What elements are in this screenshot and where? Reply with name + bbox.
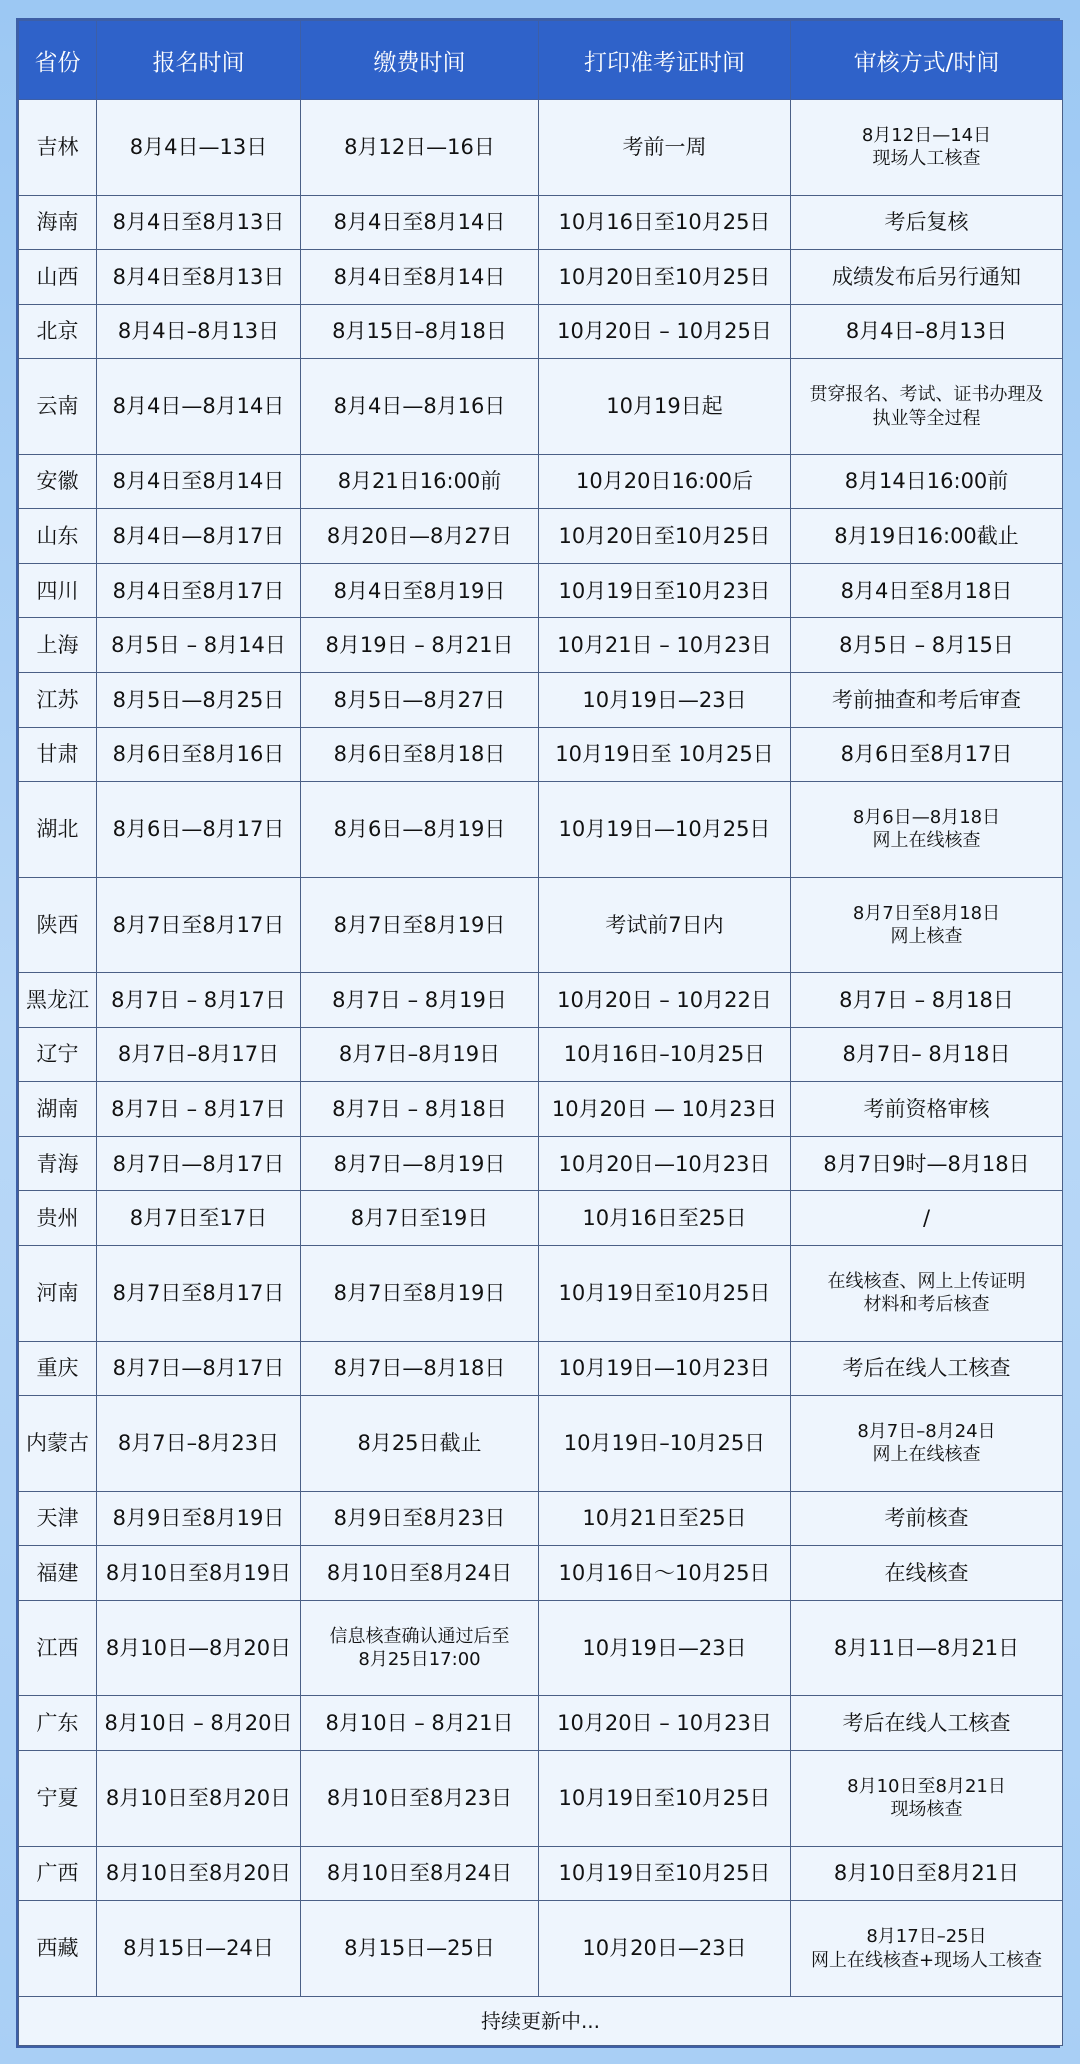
- table-row: [19, 1901, 1063, 1997]
- table-row: [19, 1750, 1063, 1846]
- cell-payment-time: 8月4日至8月14日: [301, 195, 539, 250]
- cell-province: 青海: [19, 1136, 97, 1191]
- cell-registration-time: 8月4日至8月17日: [97, 563, 301, 618]
- cell-registration-time: 8月10日至8月20日: [97, 1750, 301, 1846]
- cell-registration-time: 8月7日 – 8月17日: [97, 973, 301, 1028]
- cell-province: 黑龙江: [19, 973, 97, 1028]
- cell-admission-ticket-time: 10月16日～10月25日: [539, 1546, 791, 1601]
- table-row: [19, 727, 1063, 782]
- cell-payment-time: 8月7日—8月19日: [301, 1136, 539, 1191]
- cell-review-method: 8月7日至8月18日 网上核查: [791, 877, 1063, 973]
- cell-province: 宁夏: [19, 1750, 97, 1846]
- cell-admission-ticket-time: 10月19日至10月25日: [539, 1750, 791, 1846]
- cell-admission-ticket-time: 10月21日 – 10月23日: [539, 618, 791, 673]
- cell-review-method: 8月7日–8月24日 网上在线核查: [791, 1396, 1063, 1492]
- table-row: [19, 1546, 1063, 1601]
- exam-schedule-table: [18, 20, 1063, 2046]
- cell-province: 北京: [19, 304, 97, 359]
- cell-admission-ticket-time: 10月19日至10月25日: [539, 1846, 791, 1901]
- cell-registration-time: 8月7日至8月17日: [97, 877, 301, 973]
- cell-province: 重庆: [19, 1341, 97, 1396]
- cell-admission-ticket-time: 10月19日—23日: [539, 672, 791, 727]
- footer-note: 持续更新中...: [19, 1997, 1063, 2046]
- cell-admission-ticket-time: 10月20日至10月25日: [539, 250, 791, 305]
- cell-province: 安徽: [19, 454, 97, 509]
- cell-review-method: 考前核查: [791, 1491, 1063, 1546]
- cell-payment-time: 8月7日 – 8月18日: [301, 1082, 539, 1137]
- table-row: [19, 195, 1063, 250]
- cell-province: 江苏: [19, 672, 97, 727]
- cell-admission-ticket-time: 10月21日至25日: [539, 1491, 791, 1546]
- cell-payment-time: 8月19日 – 8月21日: [301, 618, 539, 673]
- cell-review-method: 考前资格审核: [791, 1082, 1063, 1137]
- cell-registration-time: 8月4日至8月13日: [97, 195, 301, 250]
- cell-admission-ticket-time: 10月20日 – 10月22日: [539, 973, 791, 1028]
- cell-registration-time: 8月4日—13日: [97, 100, 301, 196]
- cell-registration-time: 8月7日—8月17日: [97, 1136, 301, 1191]
- table-row: [19, 1491, 1063, 1546]
- cell-review-method: 8月10日至8月21日 现场核查: [791, 1750, 1063, 1846]
- cell-review-method: 8月12日—14日 现场人工核查: [791, 100, 1063, 196]
- header-admission-ticket-time: 打印准考证时间: [539, 21, 791, 100]
- table-row: [19, 1245, 1063, 1341]
- cell-review-method: 考后在线人工核查: [791, 1696, 1063, 1751]
- cell-payment-time: 8月10日至8月24日: [301, 1546, 539, 1601]
- cell-registration-time: 8月7日–8月23日: [97, 1396, 301, 1492]
- cell-review-method: 在线核查: [791, 1546, 1063, 1601]
- cell-review-method: 8月7日– 8月18日: [791, 1027, 1063, 1082]
- cell-province: 天津: [19, 1491, 97, 1546]
- cell-admission-ticket-time: 10月20日16:00后: [539, 454, 791, 509]
- cell-province: 福建: [19, 1546, 97, 1601]
- cell-payment-time: 8月10日 – 8月21日: [301, 1696, 539, 1751]
- table-row: [19, 454, 1063, 509]
- cell-registration-time: 8月4日至8月14日: [97, 454, 301, 509]
- cell-review-method: 8月6日—8月18日 网上在线核查: [791, 782, 1063, 878]
- table-row: [19, 1696, 1063, 1751]
- cell-payment-time: 8月7日至19日: [301, 1191, 539, 1246]
- cell-review-method: 8月17日–25日 网上在线核查+现场人工核查: [791, 1901, 1063, 1997]
- cell-province: 吉林: [19, 100, 97, 196]
- cell-admission-ticket-time: 10月16日至25日: [539, 1191, 791, 1246]
- cell-province: 山西: [19, 250, 97, 305]
- cell-review-method: 8月5日 – 8月15日: [791, 618, 1063, 673]
- cell-registration-time: 8月7日—8月17日: [97, 1341, 301, 1396]
- cell-review-method: 考后在线人工核查: [791, 1341, 1063, 1396]
- cell-registration-time: 8月9日至8月19日: [97, 1491, 301, 1546]
- table-row: [19, 1191, 1063, 1246]
- cell-review-method: 8月6日至8月17日: [791, 727, 1063, 782]
- cell-province: 辽宁: [19, 1027, 97, 1082]
- cell-review-method: 8月11日—8月21日: [791, 1600, 1063, 1696]
- table-row: [19, 973, 1063, 1028]
- cell-admission-ticket-time: 10月19日至10月25日: [539, 1245, 791, 1341]
- cell-payment-time: 8月4日至8月14日: [301, 250, 539, 305]
- cell-province: 甘肃: [19, 727, 97, 782]
- cell-province: 山东: [19, 509, 97, 564]
- cell-registration-time: 8月7日至17日: [97, 1191, 301, 1246]
- table-row: [19, 1341, 1063, 1396]
- cell-payment-time: 8月21日16:00前: [301, 454, 539, 509]
- table-row: [19, 672, 1063, 727]
- cell-admission-ticket-time: 10月19日–10月25日: [539, 1396, 791, 1492]
- cell-review-method: 8月19日16:00截止: [791, 509, 1063, 564]
- cell-admission-ticket-time: 10月19日起: [539, 359, 791, 455]
- cell-payment-time: 8月15日—25日: [301, 1901, 539, 1997]
- cell-registration-time: 8月4日至8月13日: [97, 250, 301, 305]
- cell-admission-ticket-time: 10月19日—23日: [539, 1600, 791, 1696]
- cell-payment-time: 8月6日—8月19日: [301, 782, 539, 878]
- table-row: [19, 782, 1063, 878]
- header-payment-time: 缴费时间: [301, 21, 539, 100]
- cell-province: 陕西: [19, 877, 97, 973]
- cell-payment-time: 8月7日至8月19日: [301, 1245, 539, 1341]
- cell-review-method: /: [791, 1191, 1063, 1246]
- cell-review-method: 考前抽查和考后审查: [791, 672, 1063, 727]
- cell-province: 贵州: [19, 1191, 97, 1246]
- table-body: [19, 100, 1063, 1997]
- cell-registration-time: 8月10日至8月19日: [97, 1546, 301, 1601]
- cell-payment-time: 信息核查确认通过后至 8月25日17:00: [301, 1600, 539, 1696]
- cell-payment-time: 8月15日–8月18日: [301, 304, 539, 359]
- cell-payment-time: 8月20日—8月27日: [301, 509, 539, 564]
- cell-admission-ticket-time: 10月20日—10月23日: [539, 1136, 791, 1191]
- cell-review-method: 8月7日9时—8月18日: [791, 1136, 1063, 1191]
- cell-review-method: 贯穿报名、考试、证书办理及 执业等全过程: [791, 359, 1063, 455]
- cell-registration-time: 8月5日—8月25日: [97, 672, 301, 727]
- cell-payment-time: 8月7日 – 8月19日: [301, 973, 539, 1028]
- cell-review-method: 8月4日至8月18日: [791, 563, 1063, 618]
- cell-province: 云南: [19, 359, 97, 455]
- table-row: [19, 359, 1063, 455]
- cell-province: 四川: [19, 563, 97, 618]
- table-row: [19, 618, 1063, 673]
- cell-registration-time: 8月7日 – 8月17日: [97, 1082, 301, 1137]
- cell-registration-time: 8月10日至8月20日: [97, 1846, 301, 1901]
- cell-payment-time: 8月10日至8月23日: [301, 1750, 539, 1846]
- cell-payment-time: 8月4日—8月16日: [301, 359, 539, 455]
- cell-payment-time: 8月5日—8月27日: [301, 672, 539, 727]
- table-row: [19, 1136, 1063, 1191]
- table-row: [19, 1396, 1063, 1492]
- table-row: [19, 1846, 1063, 1901]
- cell-province: 广西: [19, 1846, 97, 1901]
- cell-admission-ticket-time: 10月20日至10月25日: [539, 509, 791, 564]
- table-row: [19, 1027, 1063, 1082]
- cell-review-method: 8月14日16:00前: [791, 454, 1063, 509]
- table-header-row: [19, 21, 1063, 100]
- cell-admission-ticket-time: 10月20日 — 10月23日: [539, 1082, 791, 1137]
- cell-admission-ticket-time: 10月19日至10月23日: [539, 563, 791, 618]
- cell-registration-time: 8月4日—8月17日: [97, 509, 301, 564]
- header-registration-time: 报名时间: [97, 21, 301, 100]
- cell-province: 上海: [19, 618, 97, 673]
- cell-province: 广东: [19, 1696, 97, 1751]
- cell-admission-ticket-time: 10月16日至10月25日: [539, 195, 791, 250]
- cell-review-method: 成绩发布后另行通知: [791, 250, 1063, 305]
- table-footer-row: [19, 1997, 1063, 2046]
- cell-payment-time: 8月25日截止: [301, 1396, 539, 1492]
- cell-payment-time: 8月12日—16日: [301, 100, 539, 196]
- table-row: [19, 563, 1063, 618]
- cell-province: 河南: [19, 1245, 97, 1341]
- cell-admission-ticket-time: 考前一周: [539, 100, 791, 196]
- table-row: [19, 1600, 1063, 1696]
- header-review-method: 审核方式/时间: [791, 21, 1063, 100]
- cell-admission-ticket-time: 10月20日—23日: [539, 1901, 791, 1997]
- cell-registration-time: 8月6日—8月17日: [97, 782, 301, 878]
- cell-payment-time: 8月6日至8月18日: [301, 727, 539, 782]
- header-province: 省份: [19, 21, 97, 100]
- cell-registration-time: 8月4日–8月13日: [97, 304, 301, 359]
- cell-review-method: 8月10日至8月21日: [791, 1846, 1063, 1901]
- cell-province: 西藏: [19, 1901, 97, 1997]
- cell-payment-time: 8月7日至8月19日: [301, 877, 539, 973]
- cell-province: 海南: [19, 195, 97, 250]
- cell-registration-time: 8月4日—8月14日: [97, 359, 301, 455]
- cell-admission-ticket-time: 10月19日—10月23日: [539, 1341, 791, 1396]
- cell-province: 内蒙古: [19, 1396, 97, 1492]
- table-row: [19, 100, 1063, 196]
- cell-registration-time: 8月15日—24日: [97, 1901, 301, 1997]
- cell-admission-ticket-time: 10月19日—10月25日: [539, 782, 791, 878]
- cell-admission-ticket-time: 10月20日 – 10月25日: [539, 304, 791, 359]
- cell-admission-ticket-time: 10月20日 – 10月23日: [539, 1696, 791, 1751]
- cell-payment-time: 8月7日—8月18日: [301, 1341, 539, 1396]
- cell-payment-time: 8月7日–8月19日: [301, 1027, 539, 1082]
- cell-review-method: 考后复核: [791, 195, 1063, 250]
- cell-admission-ticket-time: 10月19日至 10月25日: [539, 727, 791, 782]
- cell-province: 湖南: [19, 1082, 97, 1137]
- cell-review-method: 在线核查、网上上传证明 材料和考后核查: [791, 1245, 1063, 1341]
- cell-province: 湖北: [19, 782, 97, 878]
- cell-registration-time: 8月7日至8月17日: [97, 1245, 301, 1341]
- cell-admission-ticket-time: 10月16日–10月25日: [539, 1027, 791, 1082]
- cell-registration-time: 8月5日 – 8月14日: [97, 618, 301, 673]
- table-row: [19, 1082, 1063, 1137]
- cell-review-method: 8月4日–8月13日: [791, 304, 1063, 359]
- cell-registration-time: 8月10日 – 8月20日: [97, 1696, 301, 1751]
- table-row: [19, 509, 1063, 564]
- cell-province: 江西: [19, 1600, 97, 1696]
- cell-payment-time: 8月10日至8月24日: [301, 1846, 539, 1901]
- cell-registration-time: 8月10日—8月20日: [97, 1600, 301, 1696]
- cell-payment-time: 8月9日至8月23日: [301, 1491, 539, 1546]
- cell-admission-ticket-time: 考试前7日内: [539, 877, 791, 973]
- cell-registration-time: 8月6日至8月16日: [97, 727, 301, 782]
- cell-review-method: 8月7日 – 8月18日: [791, 973, 1063, 1028]
- table-row: [19, 250, 1063, 305]
- schedule-table-frame: [16, 18, 1060, 2048]
- cell-registration-time: 8月7日–8月17日: [97, 1027, 301, 1082]
- cell-payment-time: 8月4日至8月19日: [301, 563, 539, 618]
- table-row: [19, 877, 1063, 973]
- table-row: [19, 304, 1063, 359]
